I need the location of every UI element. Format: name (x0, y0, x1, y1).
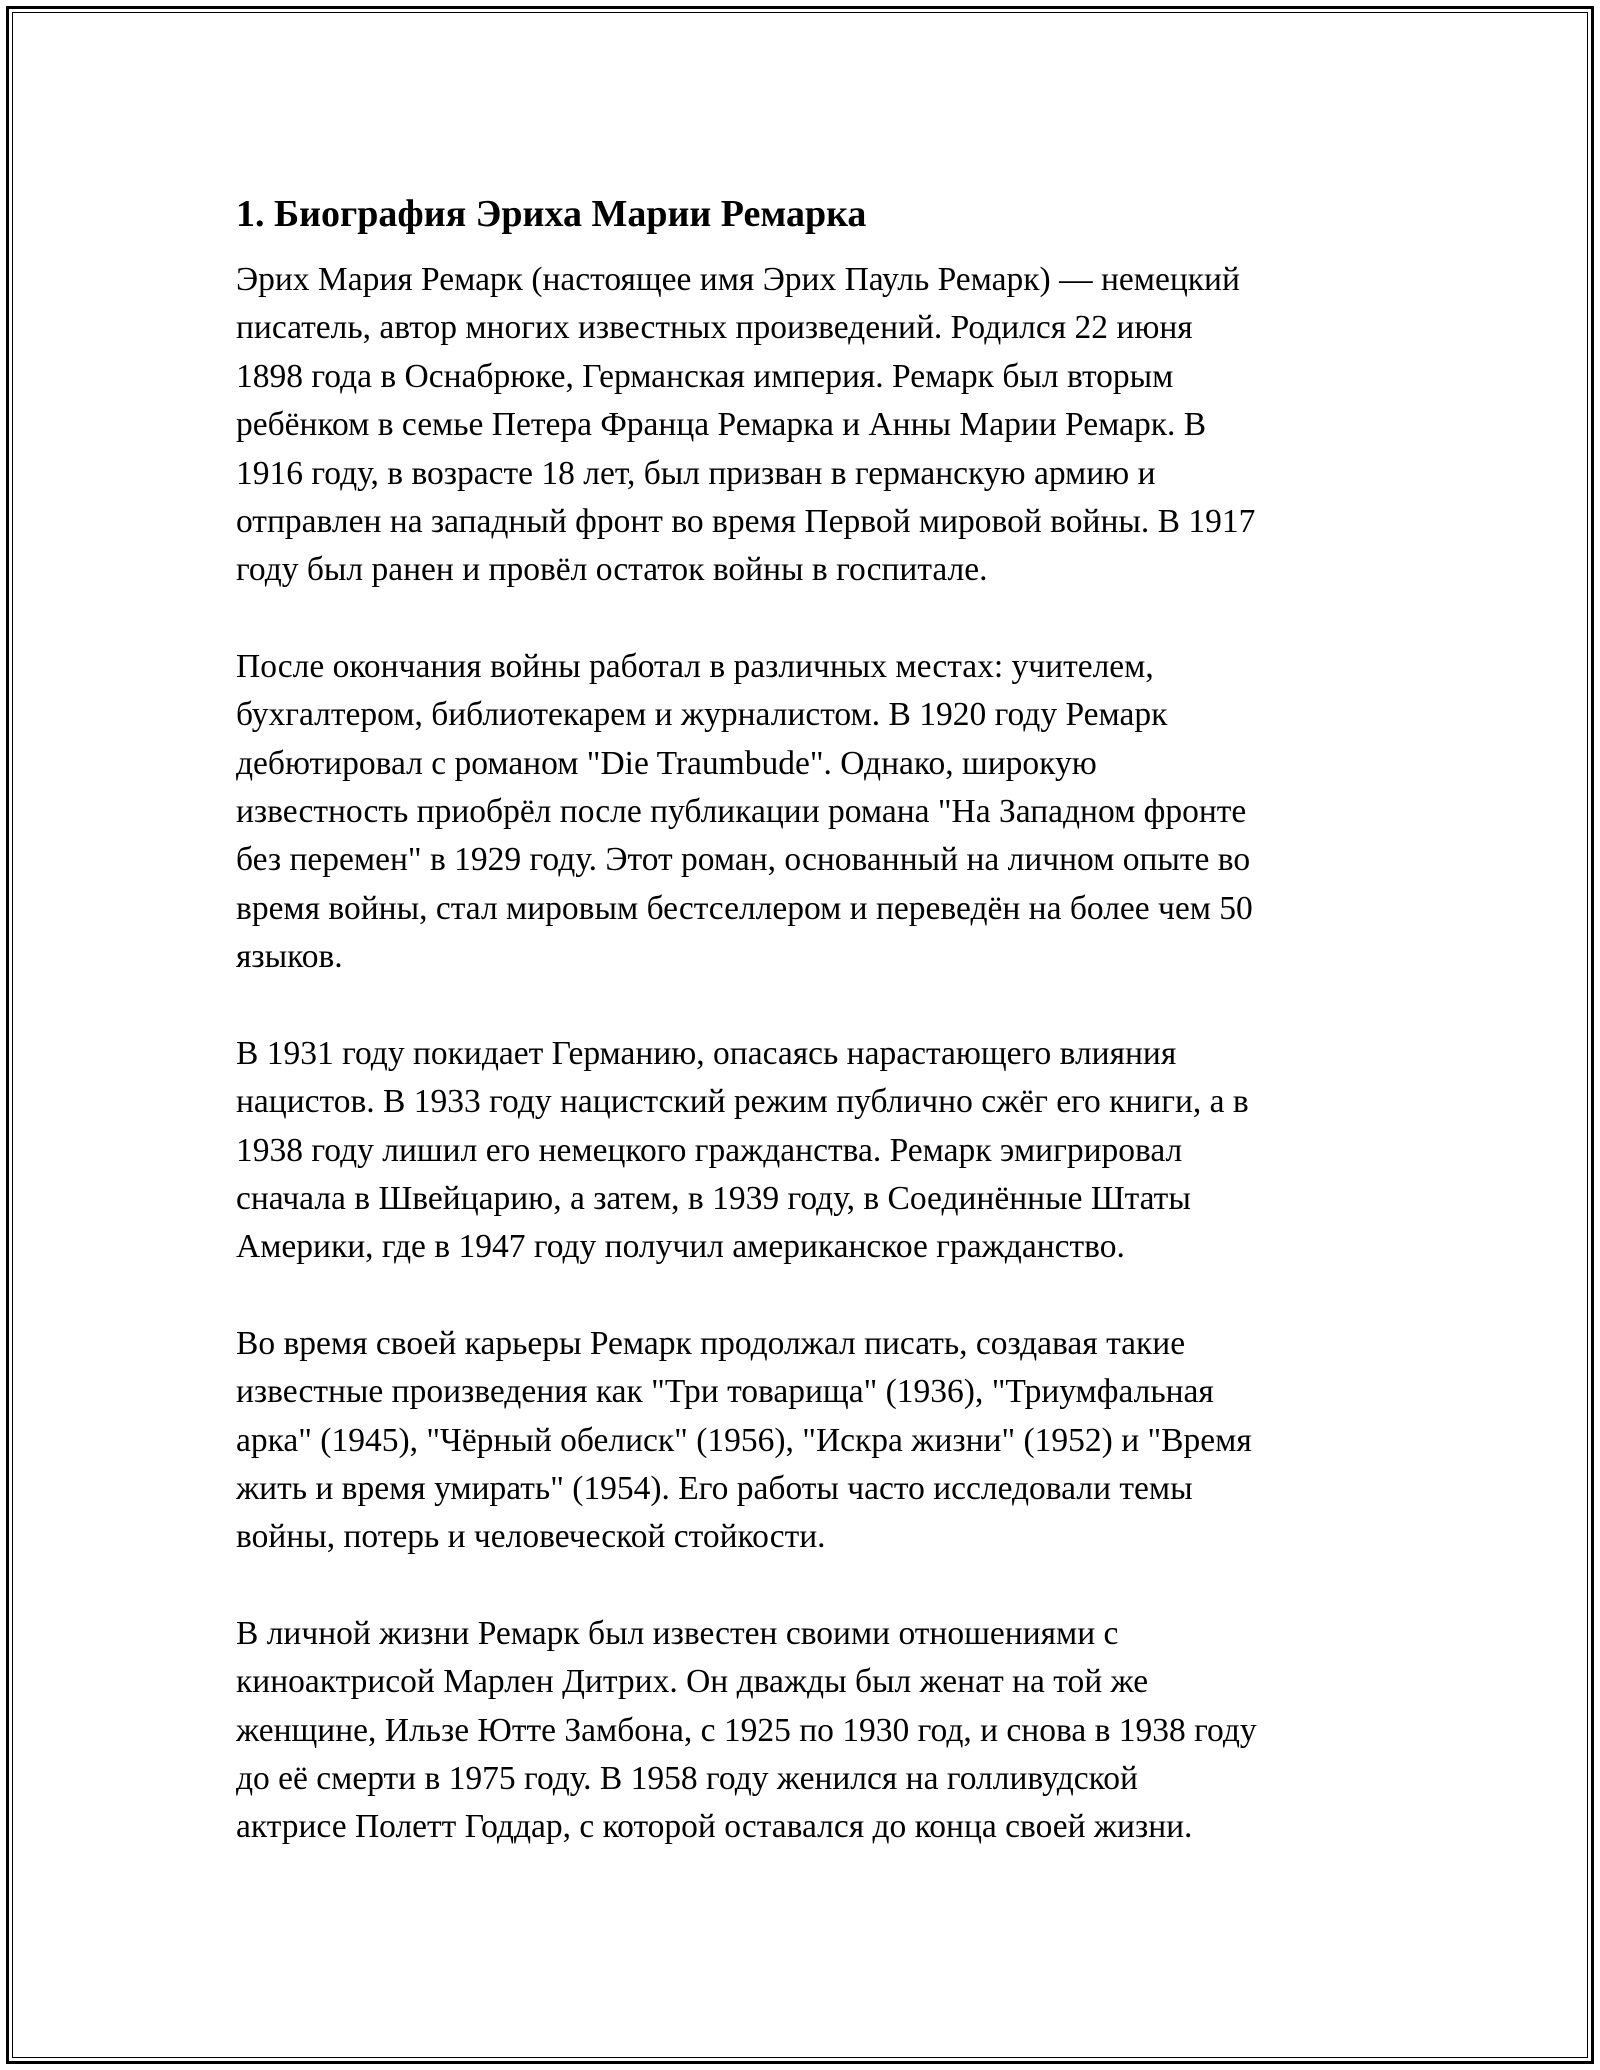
text-line: войны, потерь и человеческой стойкости. (236, 1518, 826, 1556)
text-line: Эрих Мария Ремарк (настоящее имя Эрих Пауль Ремарк) — немецкий (236, 261, 1240, 298)
text-line: известность приобрёл после публикации романа "На Западном фронте (236, 793, 1247, 831)
text-line: После окончания войны работал в различных местах: учителем, (236, 647, 1154, 685)
paragraph-career-start (236, 643, 1386, 982)
text-line: писатель, автор многих известных произведений. Родился 22 июня (236, 309, 1193, 347)
text-line: бухгалтером, библиотекарем и журналистом. В 1920 году Ремарк (236, 696, 1168, 734)
section-heading: 1. Биография Эриха Марии Ремарка (236, 193, 867, 235)
text-line: отправлен на западный фронт во время Первой мировой войны. В 1917 (236, 503, 1256, 541)
text-line: В 1931 году покидает Германию, опасаясь нарастающего влияния (236, 1034, 1177, 1072)
text-line: ребёнком в семье Петера Франца Ремарка и Анны Марии Ремарк. В (236, 406, 1207, 444)
paragraph-emigration (236, 1030, 1386, 1272)
text-line: Во время своей карьеры Ремарк продолжал писать, создавая такие (236, 1324, 1186, 1362)
text-line: жить и время умирать" (1954). Его работы часто исследовали темы (236, 1469, 1193, 1507)
text-line: году был ранен и провёл остаток войны в госпитале. (236, 551, 988, 589)
text-line: арка" (1945), "Чёрный обелиск" (1956), "Искра жизни" (1952) и "Время (236, 1421, 1252, 1459)
paragraph-early-life (236, 256, 1386, 595)
text-line: известные произведения как "Три товарища" (1936), "Триумфальная (236, 1373, 1214, 1411)
text-line: время войны, стал мировым бестселлером и переведён на более чем 50 (236, 889, 1253, 927)
text-line: без перемен" в 1929 году. Этот роман, основанный на личном опыте во (236, 841, 1251, 879)
text-line: языков. (236, 938, 343, 976)
text-line: 1916 году, в возрасте 18 лет, был призван в германскую армию и (236, 454, 1156, 492)
text-line: В личной жизни Ремарк был известен своими отношениями с (236, 1614, 1119, 1652)
text-line: 1898 года в Оснабрюке, Германская империя. Ремарк был вторым (236, 357, 1174, 395)
text-line: дебютировал с романом "Die Traumbude". Однако, широкую (236, 744, 1097, 782)
text-line: сначала в Швейцарию, а затем, в 1939 году, в Соединённые Штаты (236, 1179, 1191, 1217)
text-line: до её смерти в 1975 году. В 1958 году женился на голливудской (236, 1759, 1138, 1797)
text-line: женщине, Ильзе Ютте Замбона, с 1925 по 1930 год, и снова в 1938 году (236, 1711, 1257, 1749)
text-line: Америки, где в 1947 году получил американское гражданство. (236, 1228, 1125, 1266)
paragraph-works (236, 1320, 1386, 1562)
paragraph-personal-life (236, 1610, 1386, 1852)
document-body (236, 186, 1386, 1900)
text-line: 1938 году лишил его немецкого гражданства. Ремарк эмигрировал (236, 1131, 1183, 1169)
text-line: нацистов. В 1933 году нацистский режим публично сжёг его книги, а в (236, 1083, 1249, 1121)
text-line: актрисе Полетт Годдар, с которой оставался до конца своей жизни. (236, 1808, 1193, 1846)
text-line: киноактрисой Марлен Дитрих. Он дважды был женат на той же (236, 1663, 1149, 1701)
